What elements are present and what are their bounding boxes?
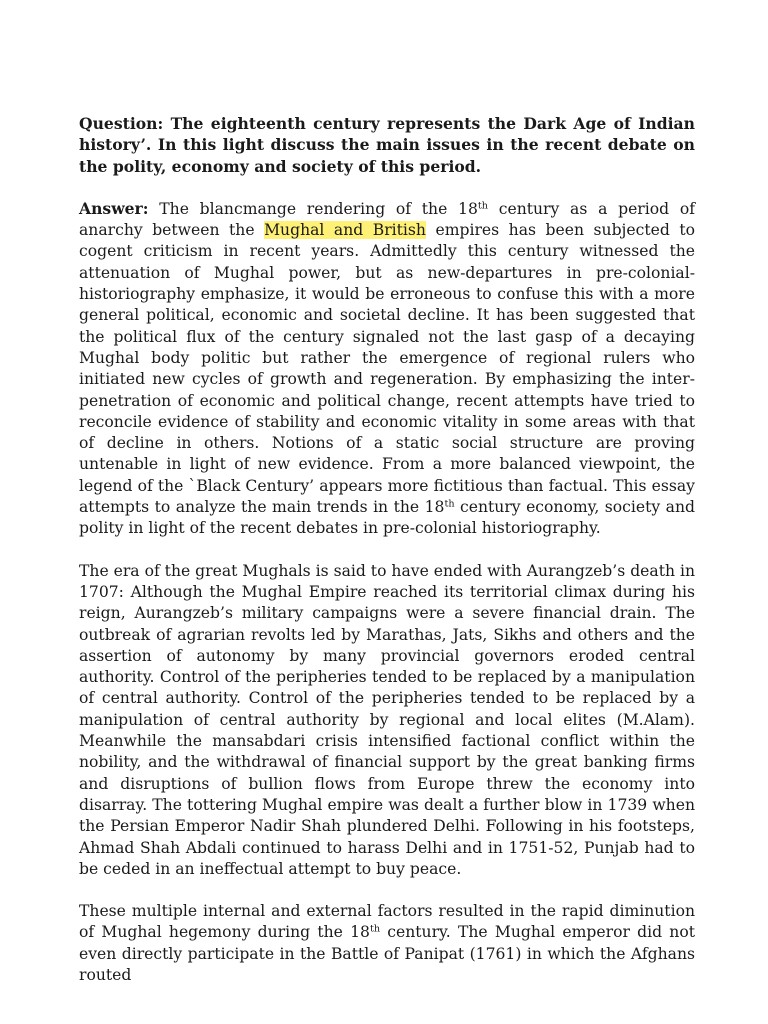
body-paragraph-2: The era of the great Mughals is said to have ended with Aurangzeb’s death in 1707: Although the Mughal Empire reached its territorial climax during his reign, Aurangzeb’s military campaigns were a severe financial drain. The outbreak of agrarian revolts led by Marathas, Jats, Sikhs and others and the assertion of autonomy by many provincial governors eroded central authority. Control of the peripheries tended to be replaced by a manipulation of central authority. Control of the peripheries tended to be replaced by a manipulation of central authority by regional and local elites (M.Alam). Meanwhile the mansabdari crisis intensified factional conflict within the nobility, and the withdrawal of financial support by the great banking firms and disruptions of bullion flows from Europe threw the economy into disarray. The tottering Mughal empire was dealt a further blow in 1739 when the Persian Emperor Nadir Shah plundered Delhi. Following in his footsteps, Ahmad Shah Abdali continued to harass Delhi and in 1751-52, Punjab had to be ceded in an ineffectual attempt to buy peace. (79, 561, 696, 878)
ordinal-superscript: th (477, 200, 489, 212)
question-text: Question: The eighteenth century represents the Dark Age of Indian history’. In this light discuss the main issues in the recent debate on the polity, economy and society of this period. (79, 114, 695, 176)
answer-text-1: The blancmange rendering of the 18 (148, 199, 478, 218)
ordinal-superscript: th (369, 924, 381, 936)
answer-text-2: century as a period of anarchy between the (79, 199, 695, 240)
highlighted-phrase: Mughal and British (264, 221, 426, 240)
body-paragraph-3 (79, 901, 695, 986)
answer-text-4: century economy, society and polity in light of the recent debates in pre-colonial historiography. (79, 498, 696, 538)
paragraph-3-text-2: century. The Mughal emperor did not even directly participate in the Battle of Panipat (1761) in which the Afghans routed (79, 923, 695, 984)
paragraph-3-text-1: These multiple internal and external factors resulted in the rapid diminution of Mughal hegemony during the 18 (79, 902, 695, 942)
answer-text-3: empires has been subjected to cogent criticism in recent years. Admittedly this century witnessed the attenuation of Mughal power, but as new-departures in pre-colonial-historiography emphasize, it would be erroneous to confuse this with a more general political, economic and societal decline. It has been suggested that the political flux of the century signaled not the last gasp of a decaying Mughal body politic but rather the emergence of regional rulers who initiated new cycles of growth and regeneration. By emphasizing the inter-penetration of economic and political change, recent attempts have tried to reconcile evidence of stability and economic vitality in some areas with that of decline in others. Notions of a static social structure are proving untenable in light of new evidence. From a more balanced viewpoint, the legend of the `Black Century’ appears more fictitious than factual. This essay attempts to analyze the main trends in the 18 (79, 221, 695, 517)
answer-paragraph (79, 198, 695, 540)
answer-label: Answer: (79, 198, 149, 218)
ordinal-superscript: th (444, 498, 455, 510)
